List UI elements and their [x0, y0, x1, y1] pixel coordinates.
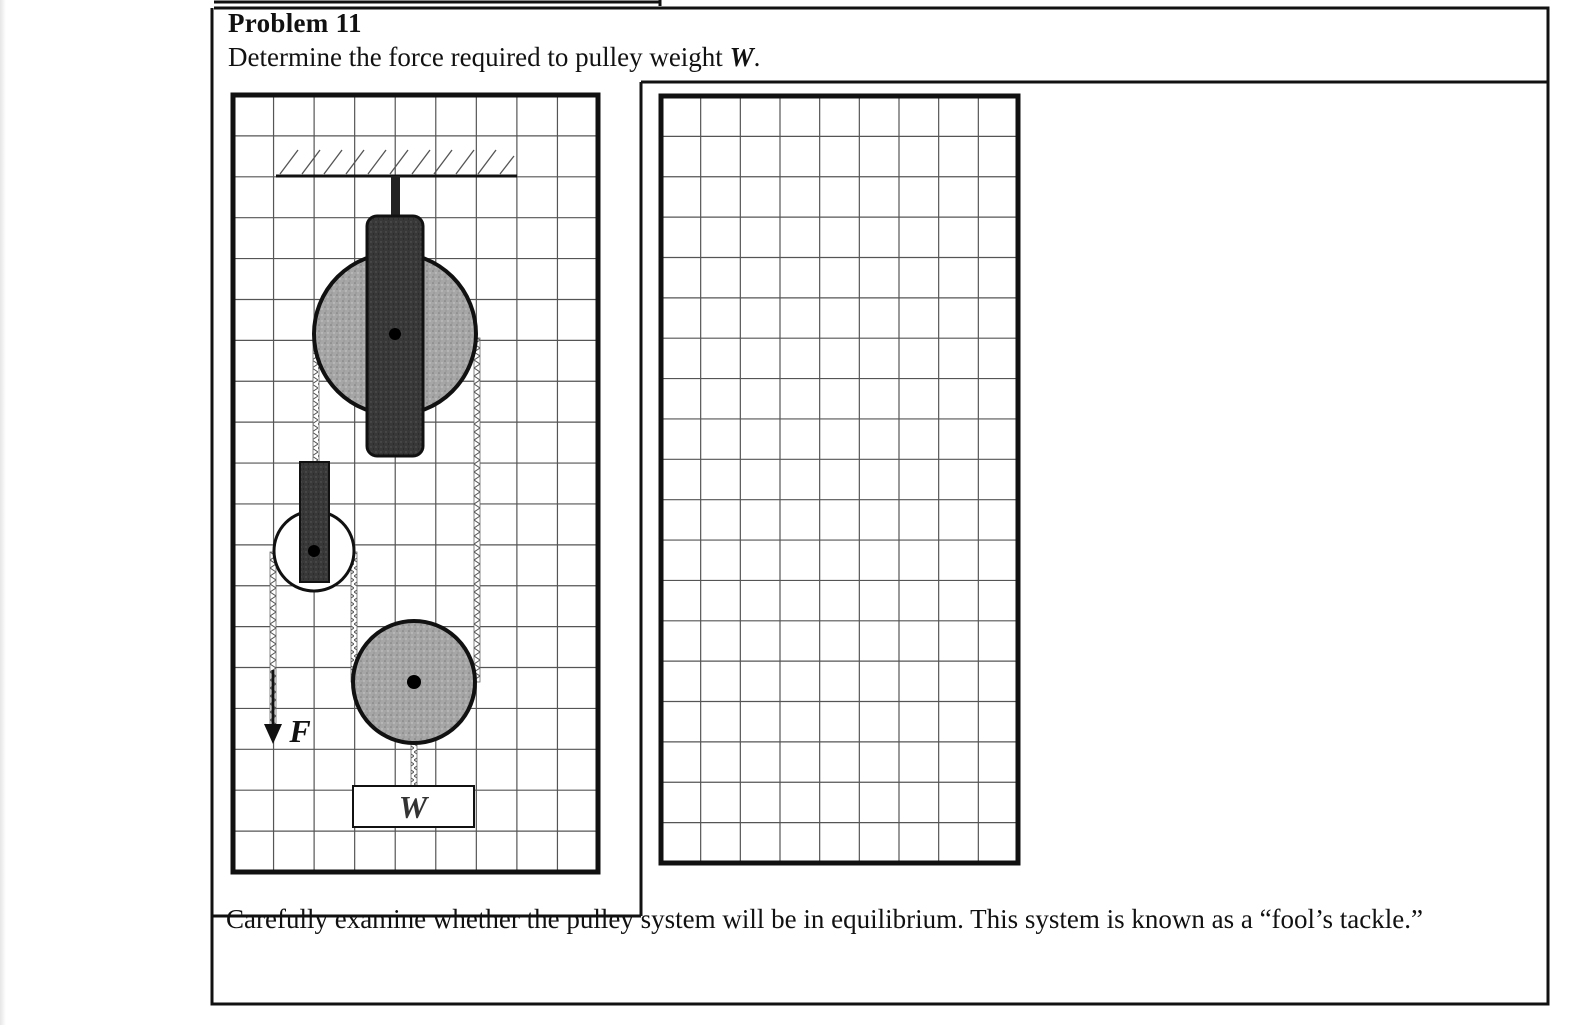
- problem-title: Problem 11: [228, 8, 362, 38]
- answer-grid-border: [661, 96, 1018, 863]
- equilibrium-note: Carefully examine whether the pulley system will be in equilibrium. This system is known as a “fool’s tackle.”: [226, 904, 1423, 934]
- statement-variable: W: [729, 42, 754, 72]
- answer-grid-lines: [661, 96, 1018, 863]
- force-label: F: [289, 713, 311, 749]
- weight-label: W: [398, 789, 428, 825]
- statement-suffix: .: [753, 42, 761, 72]
- statement-text: Determine the force required to pulley weight: [228, 42, 730, 72]
